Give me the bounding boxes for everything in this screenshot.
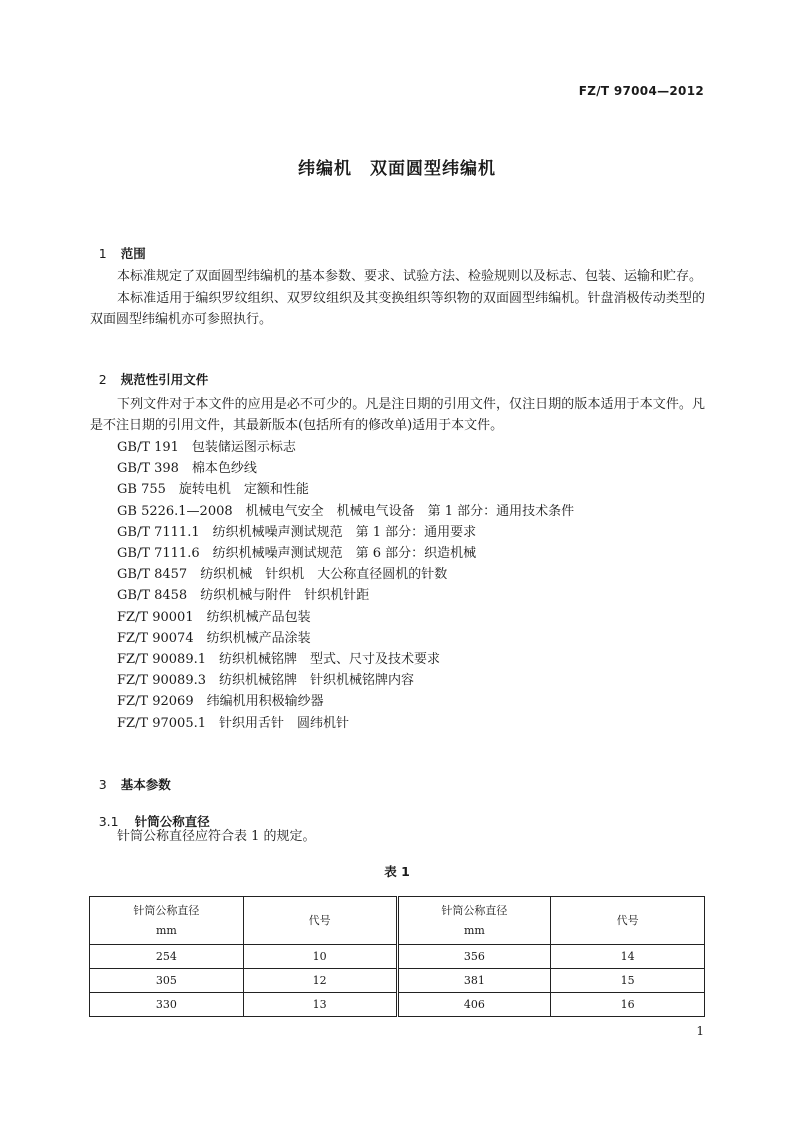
header-diameter: [397, 897, 551, 945]
header-unit: mm: [463, 923, 485, 937]
header-code: 代号: [551, 897, 705, 945]
section-number: 1: [98, 246, 107, 261]
header-diameter-label: 针筒公称直径: [133, 903, 200, 917]
table-cell: 305: [90, 969, 244, 993]
section-3-heading: [90, 760, 171, 793]
table-caption: 表 1: [384, 864, 410, 879]
table-cell: 12: [243, 969, 397, 993]
reference-item: FZ/T 90074 纺织机械产品涂装: [117, 630, 311, 646]
section-number: 2: [98, 372, 107, 387]
table-cell: 13: [243, 993, 397, 1017]
table-cell: 381: [397, 969, 551, 993]
reference-item: GB/T 398 棉本色纱线: [117, 461, 257, 477]
section-title: 规范性引用文件: [120, 372, 209, 387]
reference-item: FZ/T 97005.1 针织用舌针 圆纬机针: [117, 715, 349, 731]
reference-item: GB/T 8457 纺织机械 针织机 大公称直径圆机的针数: [117, 567, 448, 583]
section-2-heading: [90, 355, 208, 388]
page-number: 1: [696, 1024, 704, 1038]
table-row: [90, 993, 705, 1017]
reference-item: GB 755 旋转电机 定额和性能: [117, 482, 309, 498]
table-row: [90, 945, 705, 969]
reference-item: FZ/T 92069 纬编机用积极输纱器: [117, 694, 324, 710]
reference-item: GB/T 8458 纺织机械与附件 针织机针距: [117, 588, 370, 604]
reference-item: GB/T 191 包装储运图示标志: [117, 440, 296, 455]
reference-item: FZ/T 90089.3 纺织机械铭牌 针织机械铭牌内容: [117, 673, 414, 689]
section-1-heading: [90, 229, 146, 262]
subsection-title: 针筒公称直径: [134, 814, 210, 829]
reference-list: [117, 437, 574, 734]
reference-item: GB 5226.1—2008 机械电气安全 机械电气设备 第 1 部分：通用技术条件: [117, 503, 575, 519]
reference-item: FZ/T 90089.1 纺织机械铭牌 型式、尺寸及技术要求: [117, 652, 440, 668]
diameter-code-table: [89, 896, 705, 1017]
standard-number: FZ/T 97004—2012: [578, 84, 704, 98]
table-cell: 15: [551, 969, 705, 993]
table-cell: 406: [397, 993, 551, 1017]
section-title: 范围: [120, 246, 146, 261]
header-code: 代号: [243, 897, 397, 945]
header-unit: mm: [155, 923, 177, 937]
header-diameter: [90, 897, 244, 945]
subsection-3-1-text: 针筒公称直径应符合表 1 的规定。: [117, 829, 316, 844]
header-diameter-label: 针筒公称直径: [441, 903, 508, 917]
table-cell: 356: [397, 945, 551, 969]
table-cell: 14: [551, 945, 705, 969]
table-row: [90, 969, 705, 993]
reference-item: GB/T 7111.6 纺织机械噪声测试规范 第 6 部分：织造机械: [117, 546, 477, 562]
scope-paragraph-1: 本标准规定了双面圆型纬编机的基本参数、要求、试验方法、检验规则以及标志、包装、运输和贮存。: [117, 269, 703, 284]
table-cell: 16: [551, 993, 705, 1017]
section-title: 基本参数: [120, 777, 171, 792]
document-title: 纬编机 双面圆型纬编机: [298, 159, 496, 179]
table-cell: 10: [243, 945, 397, 969]
table-cell: 330: [90, 993, 244, 1017]
table-cell: 254: [90, 945, 244, 969]
subsection-number: 3.1: [98, 814, 119, 829]
references-intro: 下列文件对于本文件的应用是必不可少的。凡是注日期的引用文件，仅注日期的版本适用于本文件。凡是不注日期的引用文件，其最新版本(包括所有的修改单)适用于本文件。: [90, 397, 705, 433]
reference-item: FZ/T 90001 纺织机械产品包装: [117, 609, 311, 625]
scope-paragraph-2: 本标准适用于编织罗纹组织、双罗纹组织及其变换组织等织物的双面圆型纬编机。针盘消极传动类型的双面圆型纬编机亦可参照执行。: [90, 291, 705, 327]
reference-item: GB/T 7111.1 纺织机械噪声测试规范 第 1 部分：通用要求: [117, 524, 477, 540]
table-header-row: [90, 897, 705, 945]
section-number: 3: [98, 777, 107, 792]
